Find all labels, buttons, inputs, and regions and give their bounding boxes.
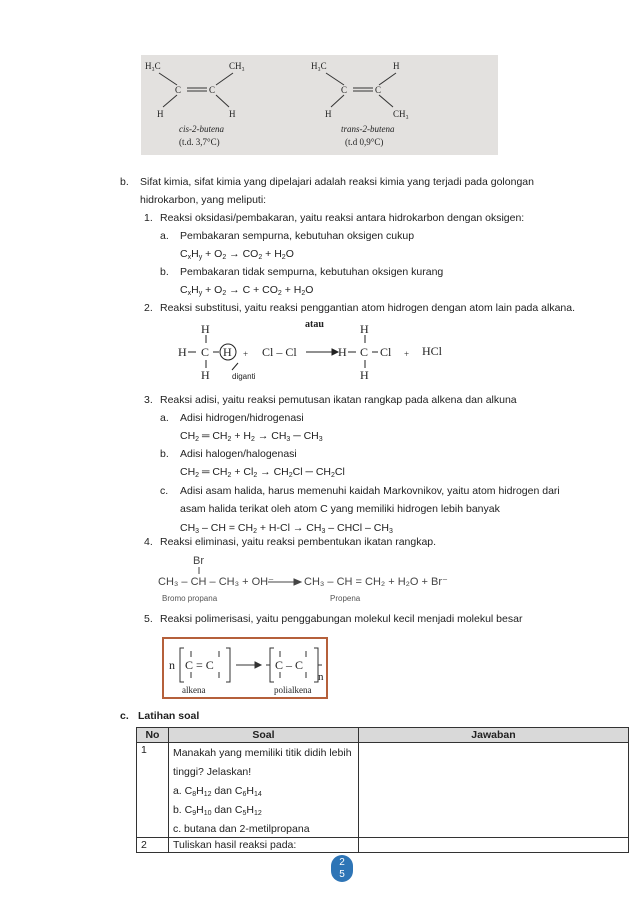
poly-polialkena: polialkena	[274, 685, 312, 695]
item-3-text: Reaksi adisi, yaitu reaksi pemutusan ikatan rangkap pada alkena dan alkuna	[160, 394, 517, 406]
trans-ch3-left: H₃C	[311, 61, 327, 71]
table-row	[137, 838, 629, 853]
elim-reactant: CH₃ – CH – CH₃ + OH⁻	[158, 576, 274, 588]
elim-reactant-name: Bromo propana	[162, 594, 218, 603]
item-3-number: 3.	[144, 394, 153, 406]
item-3c-text1: Adisi asam halida, harus memenuhi kaidah Markovnikov, yaitu atom hidrogen dari	[180, 485, 560, 497]
item-5-text: Reaksi polimerisasi, yaitu penggabungan molekul kecil menjadi molekul besar	[160, 613, 523, 625]
elim-product-name: Propena	[330, 594, 361, 603]
poly-n-sub: n	[318, 671, 324, 683]
sub-prod-h-top: H	[360, 322, 369, 336]
trans-ch3-right: CH₃	[393, 109, 409, 119]
markovnikov-equation: $CH_3$ – CH = $CH_2 + H-Cl \to CH_3$ – CHCl – $CH_3$	[180, 522, 393, 535]
item-1-number: 1.	[144, 212, 153, 224]
item-3c-marker: c.	[160, 485, 169, 497]
trans-name: trans-2-butena	[341, 124, 395, 134]
cis-h-left: H	[157, 109, 164, 119]
cis-name: cis-2-butena	[179, 124, 224, 134]
item-3a-marker: a.	[160, 412, 169, 424]
elimination-figure	[158, 553, 448, 609]
trans-c-right: C	[375, 85, 382, 95]
item-3c-text2: asam halida terikat oleh atom C yang memiliki hidrogen lebih banyak	[180, 503, 500, 515]
cis-h-right: H	[229, 109, 236, 119]
cis-bp: (t.d. 3,7°C)	[179, 137, 220, 147]
poly-polymer: C – C	[275, 658, 304, 672]
row-2-soal: Tuliskan hasil reaksi pada:	[168, 838, 358, 853]
section-c-title: Latihan soal	[138, 710, 200, 722]
sub-cl-cl: Cl – Cl	[262, 345, 297, 359]
item-1b-marker: b.	[160, 266, 169, 278]
page-number-badge	[331, 855, 353, 882]
sub-h-circled: H	[223, 345, 232, 359]
row-1-q-line2: tinggi? Jelaskan!	[172, 766, 252, 778]
sub-plus-1: +	[243, 349, 249, 359]
item-2-text: Reaksi substitusi, yaitu reaksi penggantian atom hidrogen dengan atom lain pada alkana.	[160, 302, 576, 314]
trans-bp: (t.d 0,9°C)	[345, 137, 384, 147]
item-4-number: 4.	[144, 536, 153, 548]
sub-c: C	[201, 345, 210, 359]
poly-n: n	[169, 658, 175, 672]
item-1a-text: Pembakaran sempurna, kebutuhan oksigen cukup	[180, 230, 415, 242]
sub-hcl: HCl	[422, 344, 443, 358]
sub-h-left: H	[178, 345, 187, 359]
sub-prod-h-bottom: H	[360, 368, 369, 382]
elim-product: CH₃ – CH = CH₂ + H₂O + Br⁻	[304, 576, 448, 588]
combustion-incomplete-equation: $C_xH_y + O_2 \to C + CO_2 + H_2O$	[180, 284, 314, 297]
sub-h-bottom: H	[201, 368, 210, 382]
combustion-complete-equation: $C_xH_y + O_2 \to CO_2 + H_2O$	[180, 248, 294, 261]
row-1-q-line1: Manakah yang memiliki titik didih lebih	[172, 747, 352, 759]
elim-br: Br	[193, 555, 204, 567]
row-1-jawaban[interactable]	[358, 743, 628, 838]
section-b-line2: hidrokarbon, yang meliputi:	[140, 194, 267, 206]
sub-prod-cl: Cl	[380, 345, 392, 359]
table-row	[137, 743, 629, 838]
row-1-q-b: b. $C_9H_{10}$ dan $C_5H_{12}$	[172, 804, 262, 817]
sub-h-top: H	[201, 322, 210, 336]
item-1b-text: Pembakaran tidak sempurna, kebutuhan oksigen kurang	[180, 266, 444, 278]
item-1a-marker: a.	[160, 230, 169, 242]
cis-ch3-right: CH₃	[229, 61, 245, 71]
row-1-q-a: a. $C_8H_{12}$ dan $C_6H_{14}$	[172, 785, 262, 798]
sub-diganti: diganti	[232, 372, 256, 381]
trans-h-top-right: H	[393, 61, 400, 71]
item-4-text: Reaksi eliminasi, yaitu reaksi pembentukan ikatan rangkap.	[160, 536, 437, 548]
item-5-number: 5.	[144, 613, 153, 625]
cis-c-right: C	[209, 85, 216, 95]
header-jawaban: Jawaban	[358, 728, 628, 743]
sub-prod-c: C	[360, 345, 369, 359]
row-1-no: 1	[137, 743, 169, 838]
table-header-row	[137, 728, 629, 743]
poly-alkena: alkena	[182, 685, 206, 695]
item-2-number: 2.	[144, 302, 153, 314]
cis-trans-figure	[141, 55, 498, 155]
item-1-text: Reaksi oksidasi/pembakaran, yaitu reaksi antara hidrokarbon dengan oksigen:	[160, 212, 525, 224]
polymerization-figure	[162, 637, 328, 699]
substitution-figure	[176, 318, 446, 384]
cis-c-left: C	[175, 85, 182, 95]
row-2-jawaban[interactable]	[358, 838, 628, 853]
exercise-table	[136, 727, 629, 853]
row-1-q-c: c. butana dan 2-metilpropana	[172, 823, 310, 835]
poly-monomer: C = C	[185, 658, 214, 672]
trans-h-left: H	[325, 109, 332, 119]
item-3a-text: Adisi hidrogen/hidrogenasi	[180, 412, 304, 424]
item-3b-text: Adisi halogen/halogenasi	[180, 448, 297, 460]
trans-c-left: C	[341, 85, 348, 95]
section-c-marker: c.	[120, 710, 129, 722]
section-b-marker: b.	[120, 176, 129, 188]
substitution-atau: atau	[305, 319, 324, 330]
row-1-soal	[168, 743, 358, 838]
header-soal: Soal	[168, 728, 358, 743]
sub-prod-h-left: H	[338, 345, 347, 359]
sub-plus-2: +	[404, 349, 410, 359]
halogenation-equation: $CH_2$ ═ $CH_2 + Cl_2 \to CH_2Cl$ ─ $CH_2Cl$	[180, 466, 345, 479]
item-3b-marker: b.	[160, 448, 169, 460]
page-number-line2: 5	[339, 869, 345, 880]
header-no: No	[137, 728, 169, 743]
page-number-line1: 2	[339, 857, 345, 868]
row-2-no: 2	[137, 838, 169, 853]
section-b-line1: Sifat kimia, sifat kimia yang dipelajari adalah reaksi kimia yang terjadi pada golongan	[140, 176, 534, 188]
cis-ch3-left: H₃C	[145, 61, 161, 71]
hydrogenation-equation: $CH_2$ ═ $CH_2 + H_2 \to CH_3$ ─ $CH_3$	[180, 430, 323, 443]
